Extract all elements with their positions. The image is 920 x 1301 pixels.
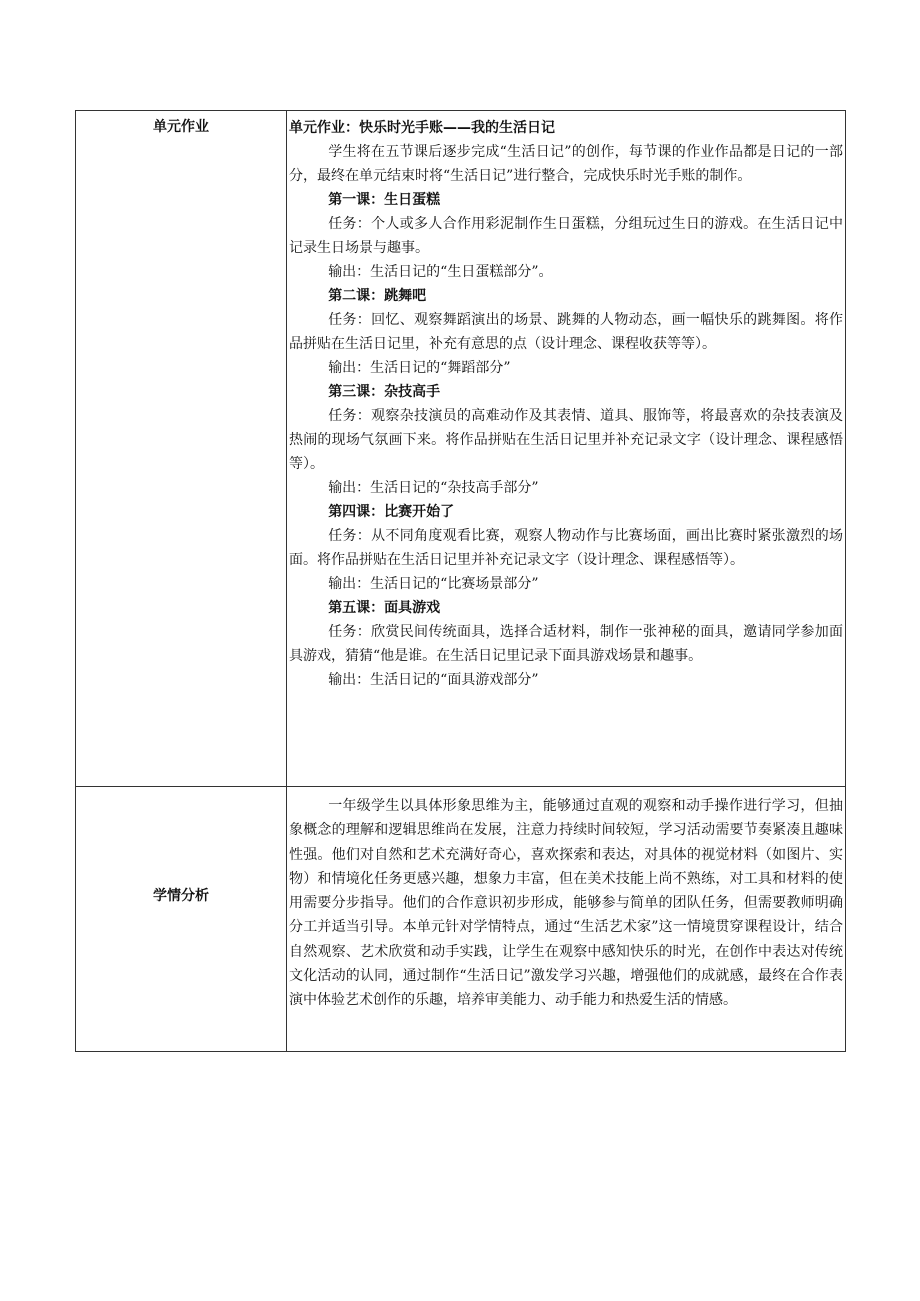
lesson-5-task: 任务：欣赏民间传统面具，选择合适材料，制作一张神秘的面具，邀请同学参加面具游戏，猜猜“他是谁。在生活日记里记录下面具游戏场景和趣事。: [289, 624, 843, 664]
lesson-2-output: 输出：生活日记的“舞蹈部分”: [328, 360, 511, 376]
homework-content: [287, 111, 846, 787]
lesson-4-output: 输出：生活日记的“比赛场景部分”: [328, 576, 539, 592]
lesson-4-task: 任务：从不同角度观看比赛，观察人物动作与比赛场面，画出比赛时紧张激烈的场面。将作品拼贴在生活日记里并补充记录文字（设计理念、课程感悟等）。: [289, 528, 843, 568]
homework-title: 单元作业：快乐时光手账——我的生活日记: [289, 120, 555, 136]
lesson-3-task: 任务：观察杂技演员的高难动作及其表情、道具、服饰等，将最喜欢的杂技表演及热闹的现场气氛画下来。将作品拼贴在生活日记里并补充记录文字（设计理念、课程感悟等）。: [289, 408, 843, 472]
analysis-row: [76, 787, 846, 1052]
lesson-2-task: 任务：回忆、观察舞蹈演出的场景、跳舞的人物动态，画一幅快乐的跳舞图。将作品拼贴在生活日记里，补充有意思的点（设计理念、课程收获等等）。: [289, 312, 843, 352]
homework-row: [76, 111, 846, 787]
lesson-5-output: 输出：生活日记的“面具游戏部分”: [328, 672, 539, 688]
lesson-plan-table: [75, 110, 846, 1052]
lesson-1-title: 第一课：生日蛋糕: [328, 192, 441, 208]
lesson-4-title: 第四课：比赛开始了: [328, 504, 455, 520]
analysis-content: [287, 787, 846, 1052]
analysis-label: 学情分析: [76, 787, 287, 1052]
lesson-3-title: 第三课：杂技高手: [328, 384, 441, 400]
analysis-text: 一年级学生以具体形象思维为主，能够通过直观的观察和动手操作进行学习，但抽象概念的理解和逻辑思维尚在发展，注意力持续时间较短，学习活动需要节奏紧凑且趣味性强。他们对自然和艺术充满好奇心，喜欢探索和表达，对具体的视觉材料（如图片、实物）和情境化任务更感兴趣，想象力丰富，但在美术技能上尚不熟练，对工具和材料的使用需要分步指导。他们的合作意识初步形成，能够参与简单的团队任务，但需要教师明确分工并适当引导。本单元针对学情特点，通过“生活艺术家”这一情境贯穿课程设计，结合自然观察、艺术欣赏和动手实践，让学生在观察中感知快乐的时光，在创作中表达对传统文化活动的认同，通过制作“生活日记”激发学习兴趣，增强他们的成就感，最终在合作表演中体验艺术创作的乐趣，培养审美能力、动手能力和热爱生活的情感。: [289, 798, 843, 1009]
lesson-2-title: 第二课：跳舞吧: [328, 288, 427, 304]
lesson-3-output: 输出：生活日记的“杂技高手部分”: [328, 480, 539, 496]
lesson-1-task: 任务：个人或多人合作用彩泥制作生日蛋糕，分组玩过生日的游戏。在生活日记中记录生日场景与趣事。: [289, 216, 843, 256]
homework-label: 单元作业: [76, 111, 287, 787]
lesson-1-output: 输出：生活日记的“生日蛋糕部分”。: [328, 264, 553, 280]
lesson-5-title: 第五课：面具游戏: [328, 600, 441, 616]
homework-intro: 学生将在五节课后逐步完成“生活日记”的创作，每节课的作业作品都是日记的一部分，最终在单元结束时将“生活日记”进行整合，完成快乐时光手账的制作。: [289, 144, 843, 184]
